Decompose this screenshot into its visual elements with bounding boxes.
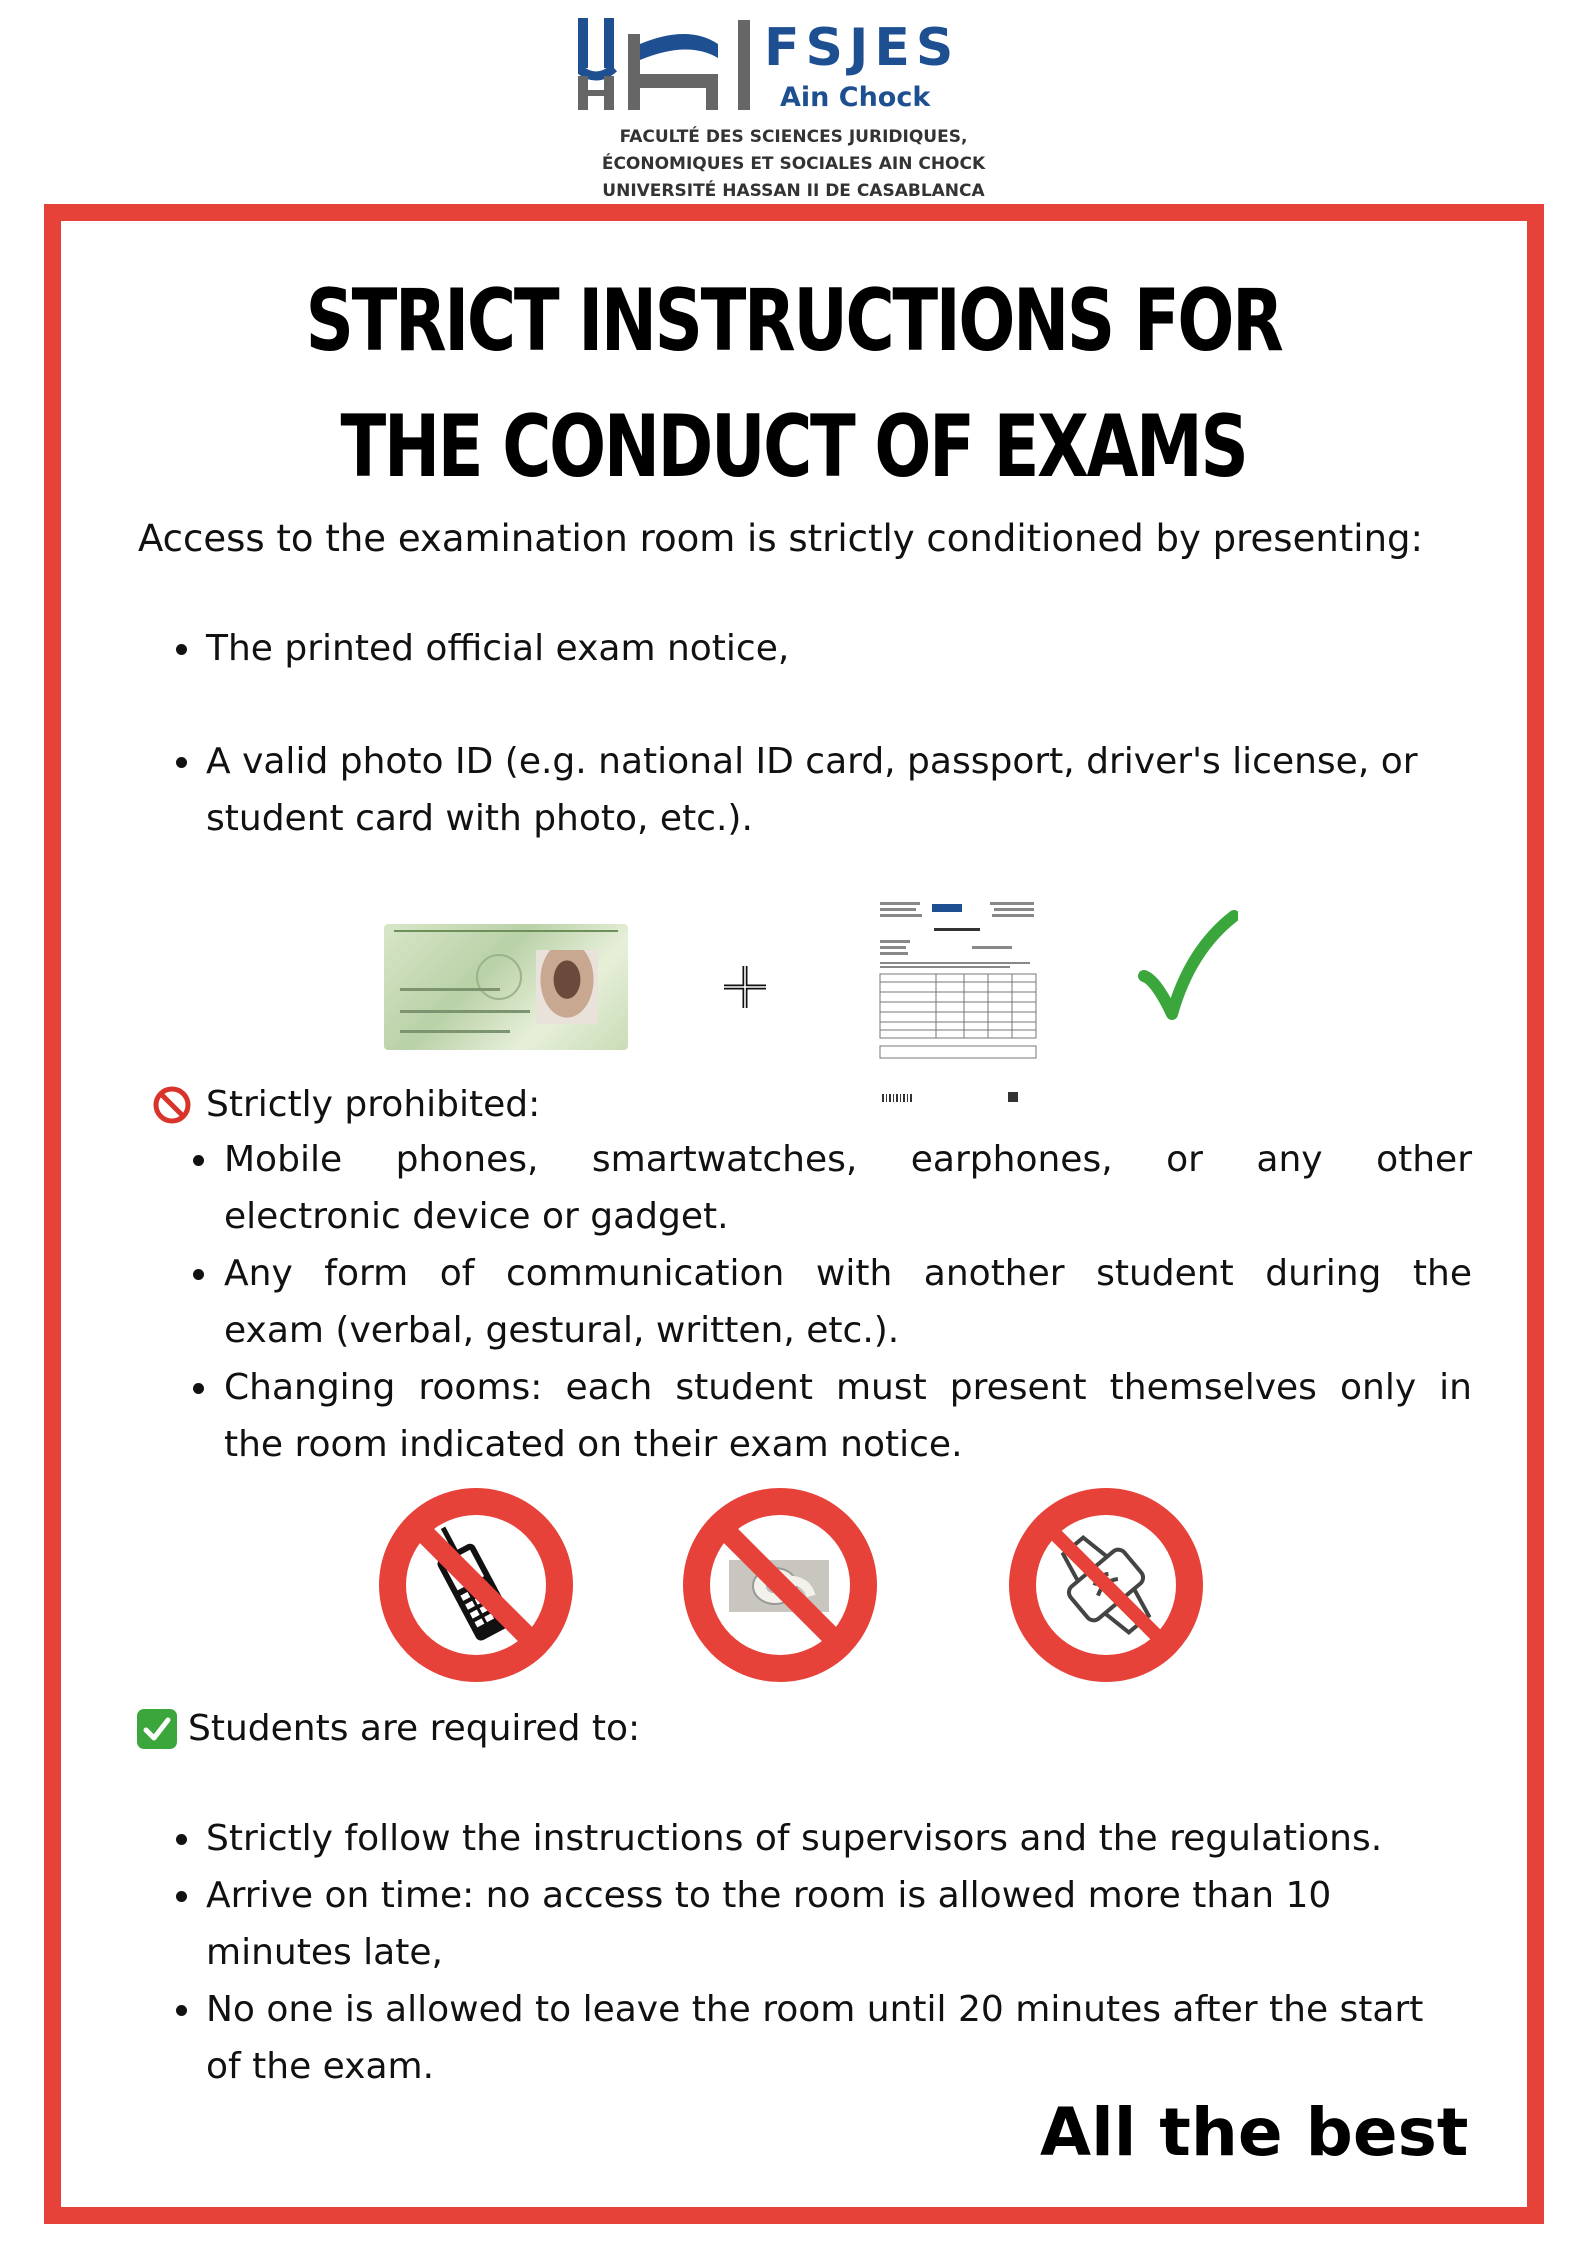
id-card-image bbox=[384, 924, 628, 1050]
page-title bbox=[175, 258, 1413, 510]
required-heading bbox=[136, 1700, 640, 1757]
faculty-logo bbox=[578, 14, 978, 114]
faculty-line: FACULTÉ DES SCIENCES JURIDIQUES, bbox=[619, 127, 968, 147]
list-item-line: electronic device or gadget. bbox=[224, 1196, 729, 1237]
list-item-line: exam (verbal, gestural, written, etc.). bbox=[224, 1310, 900, 1351]
list-item bbox=[206, 1981, 1486, 2095]
list-item bbox=[206, 733, 1486, 847]
university-logo-mark bbox=[578, 14, 728, 114]
list-item-line: Mobile phones, smartwatches, earphones, or any other bbox=[224, 1139, 1472, 1180]
title-line: STRICT INSTRUCTIONS FOR bbox=[305, 271, 1282, 371]
list-item-line: A valid photo ID (e.g. national ID card, passport, driver's license, or bbox=[206, 741, 1418, 782]
faculty-line: UNIVERSITÉ HASSAN II DE CASABLANCA bbox=[602, 181, 985, 201]
list-item bbox=[206, 620, 1486, 677]
prohibited-heading-text: Strictly prohibited: bbox=[206, 1084, 541, 1125]
faculty-line: ÉCONOMIQUES ET SOCIALES AIN CHOCK bbox=[601, 154, 986, 174]
logo-subtitle: Ain Chock bbox=[780, 82, 931, 113]
list-item-line: No one is allowed to leave the room until 20 minutes after the start bbox=[206, 1989, 1424, 2030]
closing-message: All the best bbox=[1040, 2094, 1469, 2171]
list-item-line: Any form of communication with another student during the bbox=[224, 1253, 1472, 1294]
required-heading-text: Students are required to: bbox=[188, 1708, 641, 1749]
logo-name: FSJES bbox=[764, 18, 960, 78]
faculty-name bbox=[0, 124, 1587, 205]
exam-notice-image bbox=[872, 898, 1042, 1108]
list-item-line: of the exam. bbox=[206, 2046, 435, 2087]
list-item bbox=[206, 1810, 1486, 1867]
list-item bbox=[224, 1245, 1472, 1359]
list-item bbox=[224, 1131, 1472, 1245]
checkmark-icon bbox=[1138, 910, 1238, 1028]
no-earphones-sign bbox=[683, 1488, 877, 1682]
check-box-icon bbox=[136, 1708, 178, 1750]
no-phone-sign bbox=[379, 1488, 573, 1682]
no-entry-icon bbox=[152, 1085, 192, 1125]
no-smartwatch-sign bbox=[1009, 1488, 1203, 1682]
list-item-line: minutes late, bbox=[206, 1932, 443, 1973]
list-item-line: The printed official exam notice, bbox=[206, 628, 790, 669]
title-line: THE CONDUCT OF EXAMS bbox=[340, 397, 1247, 497]
list-item bbox=[206, 1867, 1486, 1981]
logo-separator bbox=[738, 20, 750, 110]
prohibition-signs bbox=[0, 1488, 1587, 1688]
list-item-line: student card with photo, etc.). bbox=[206, 798, 753, 839]
prohibited-list bbox=[224, 1131, 1472, 1473]
plus-icon bbox=[720, 962, 770, 1012]
prohibited-heading bbox=[152, 1076, 540, 1133]
list-item-line: Strictly follow the instructions of supervisors and the regulations. bbox=[206, 1818, 1383, 1859]
access-requirements-list bbox=[206, 620, 1486, 903]
required-list bbox=[206, 1810, 1486, 2095]
list-item-line: Arrive on time: no access to the room is allowed more than 10 bbox=[206, 1875, 1332, 1916]
access-intro: Access to the examination room is strictly conditioned by presenting: bbox=[138, 517, 1423, 560]
list-item-line: the room indicated on their exam notice. bbox=[224, 1424, 963, 1465]
list-item-line: Changing rooms: each student must present themselves only in bbox=[224, 1367, 1472, 1408]
list-item bbox=[224, 1359, 1472, 1473]
